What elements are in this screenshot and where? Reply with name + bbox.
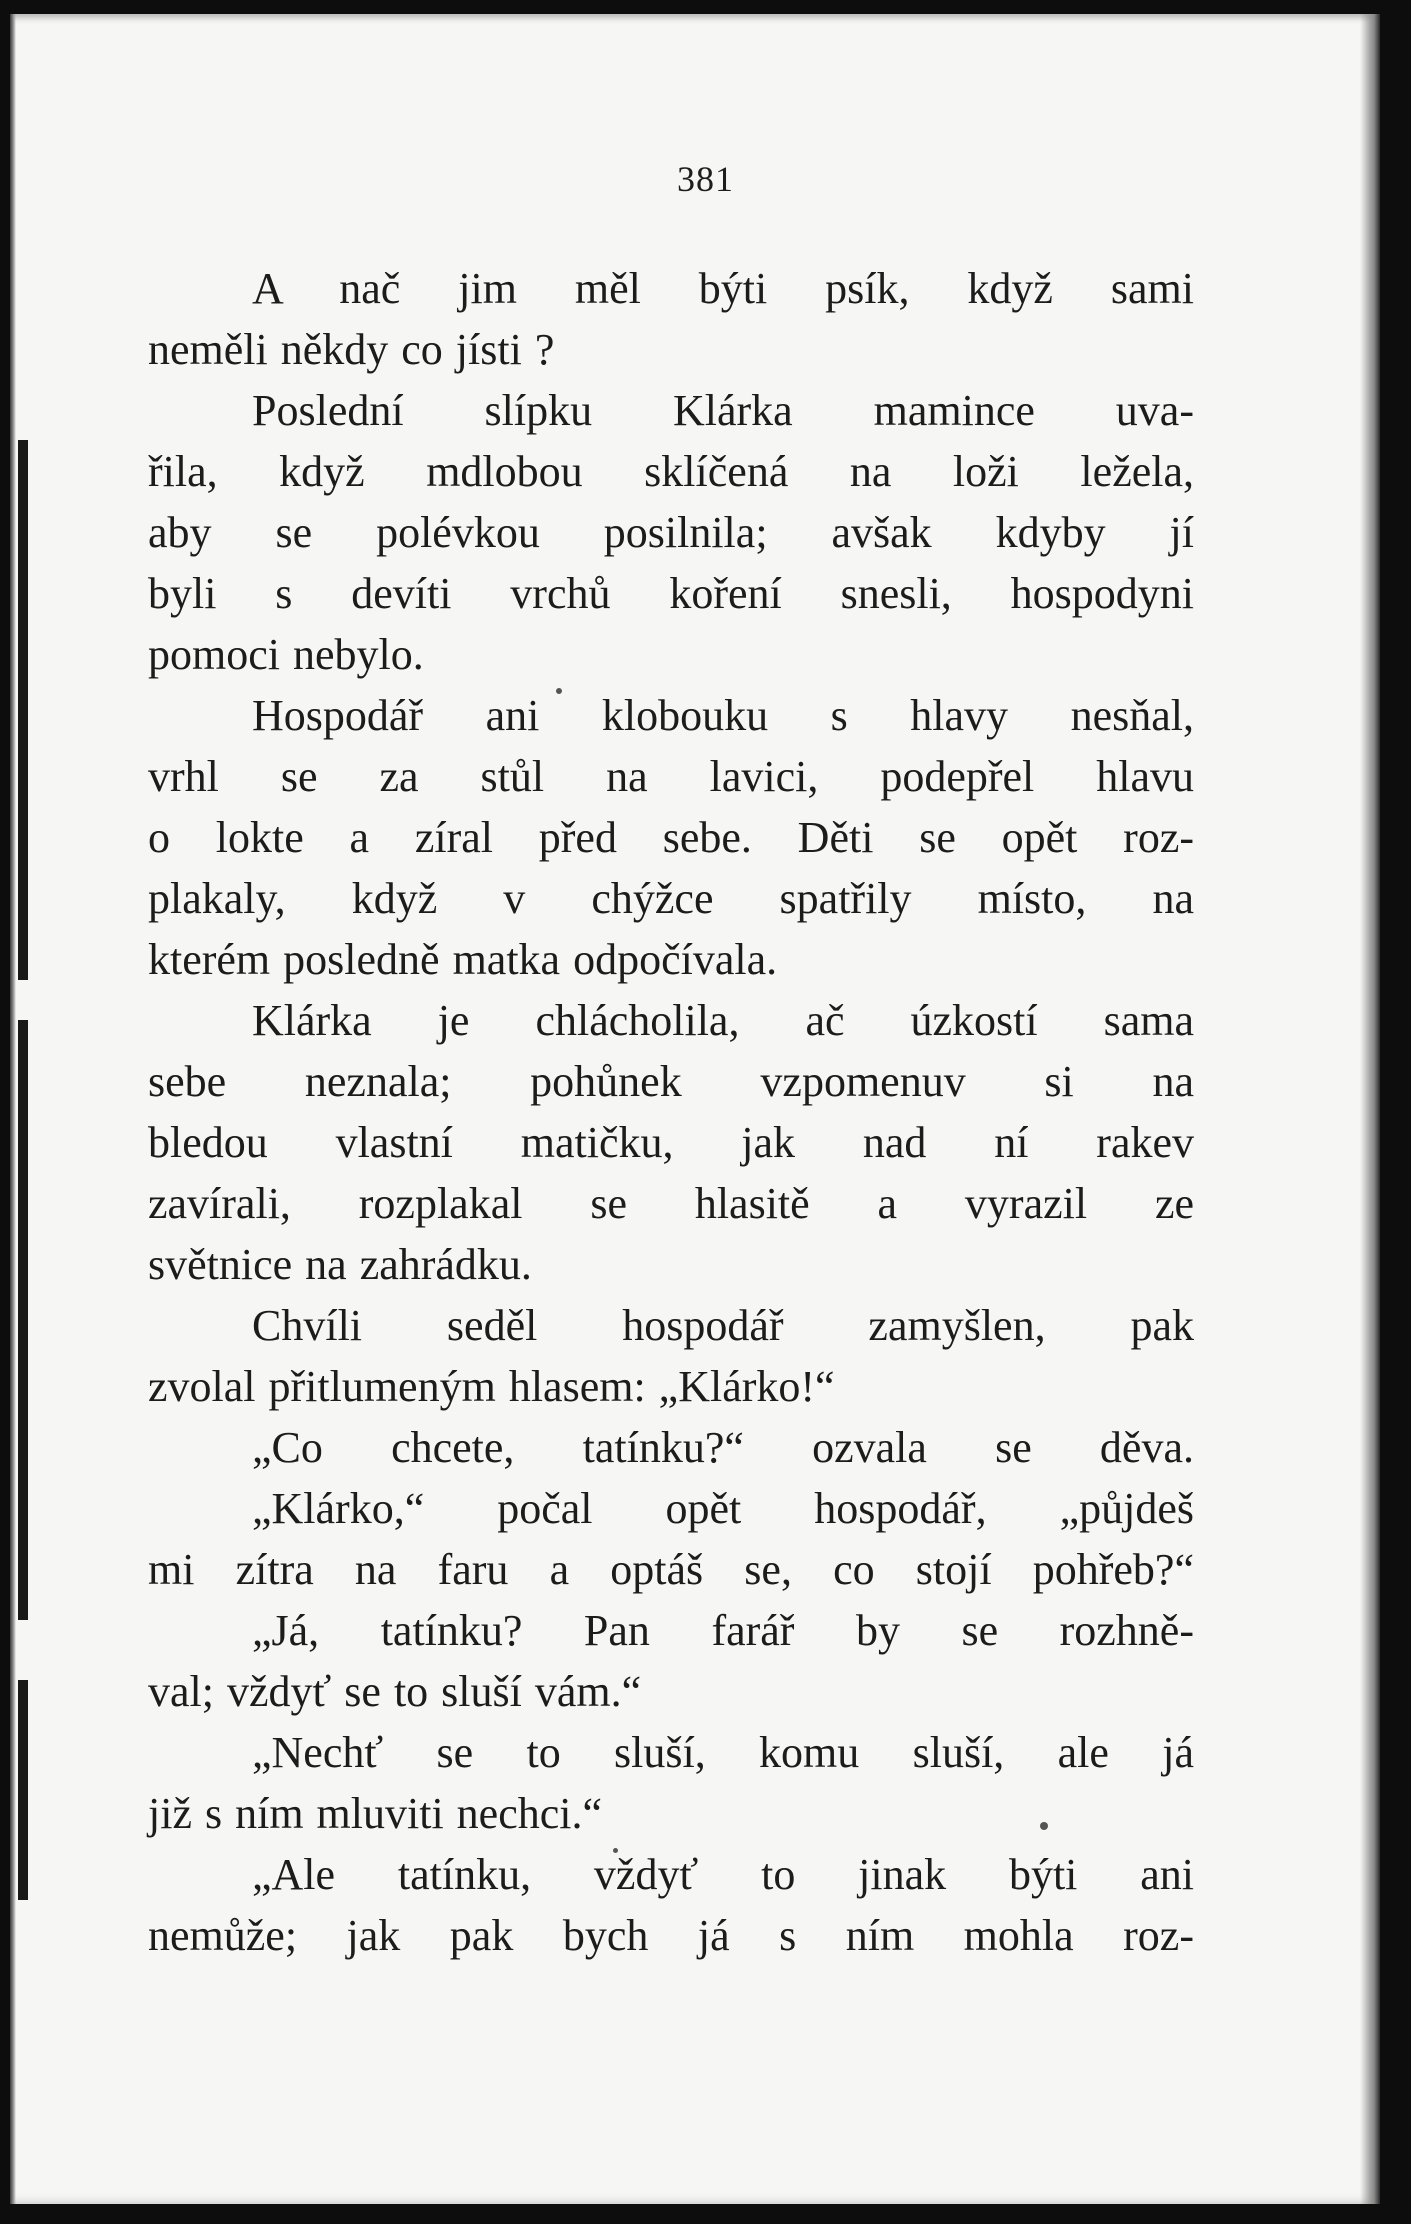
text-line: zvolal přitlumeným hlasem: „Klárko!“ [148, 1362, 835, 1411]
page-right-edge [1360, 14, 1380, 2204]
text-line: „Já, tatínku? Pan farář by se rozhně- [252, 1606, 1194, 1655]
text-line: val; vždyť se to sluší vám.“ [148, 1667, 642, 1716]
text-line: Klárka je chlácholila, ač úzkostí sama [252, 996, 1194, 1045]
text-line: „Ale tatínku, vždyť to jinak býti ani [252, 1850, 1194, 1899]
body-text [148, 258, 1194, 1966]
text-line: aby se polévkou posilnila; avšak kdyby jí [148, 508, 1194, 557]
text-line: vrhl se za stůl na lavici, podepřel hlavu [148, 752, 1194, 801]
text-line: „Nechť se to sluší, komu sluší, ale já [252, 1728, 1194, 1777]
text-line: „Klárko,“ počal opět hospodář, „půjdeš [252, 1484, 1194, 1533]
binding-shadow [18, 440, 28, 980]
page-number: 381 [677, 159, 734, 199]
text-line: A nač jim měl býti psík, když sami [252, 264, 1194, 313]
text-line: kterém posledně matka odpočívala. [148, 935, 778, 984]
text-line: zavírali, rozplakal se hlasitě a vyrazil ze [148, 1179, 1194, 1228]
text-line: sebe neznala; pohůnek vzpomenuv si na [148, 1057, 1194, 1106]
text-line: řila, když mdlobou sklíčená na loži ležela, [148, 447, 1194, 496]
text-line: o lokte a zíral před sebe. Děti se opět roz- [148, 813, 1194, 862]
page-left-edge [10, 14, 16, 2204]
text-line: již s ním mluviti nechci.“ [148, 1789, 603, 1838]
text-line: Chvíli seděl hospodář zamyšlen, pak [252, 1301, 1194, 1350]
text-line: bledou vlastní matičku, jak nad ní rakev [148, 1118, 1194, 1167]
text-line: mi zítra na faru a optáš se, co stojí pohřeb?“ [148, 1545, 1194, 1594]
binding-shadow [18, 1020, 28, 1620]
text-line: Poslední slípku Klárka mamince uva- [252, 386, 1194, 435]
text-line: plakaly, když v chýžce spatřily místo, na [148, 874, 1194, 923]
text-line: „Co chcete, tatínku?“ ozvala se děva. [252, 1423, 1194, 1472]
binding-shadow [18, 1680, 28, 1900]
text-line: neměli někdy co jísti ? [148, 325, 555, 374]
text-line: pomoci nebylo. [148, 630, 424, 679]
text-line: byli s devíti vrchů koření snesli, hospodyni [148, 569, 1194, 618]
text-line: nemůže; jak pak bych já s ním mohla roz- [148, 1911, 1194, 1960]
text-line: Hospodář ani klobouku s hlavy nesňal, [252, 691, 1194, 740]
text-line: světnice na zahrádku. [148, 1240, 532, 1289]
